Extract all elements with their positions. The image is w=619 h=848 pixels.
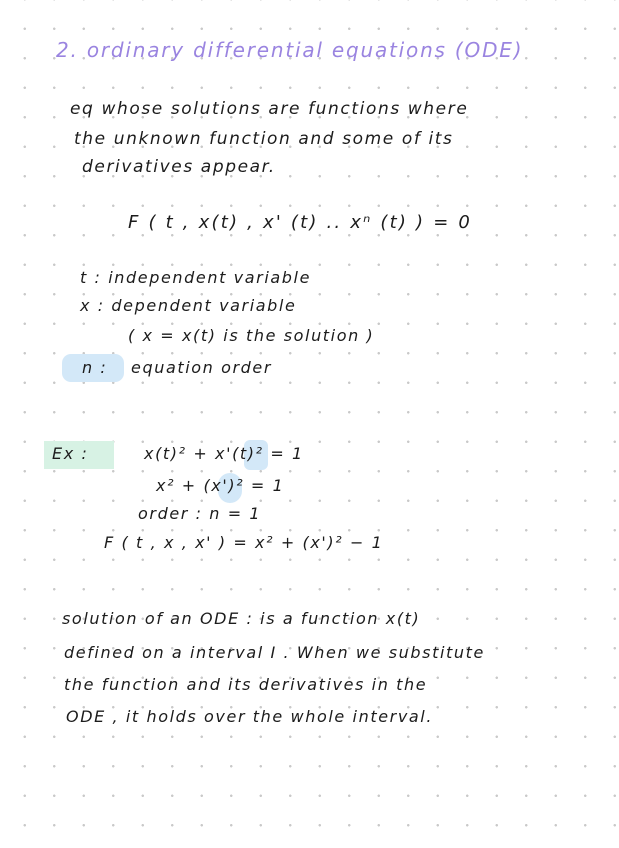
example-equation-1: x(t)² + x'(t)² = 1: [144, 444, 304, 463]
page-title: 2. ordinary differential equations (ODE): [56, 38, 524, 62]
variable-x-note: ( x = x(t) is the solution ): [128, 326, 375, 345]
solution-line: defined on a interval I . When we substitute: [64, 643, 485, 662]
variable-x: x : dependent variable: [80, 296, 297, 315]
definition-line: eq whose solutions are functions where: [70, 99, 469, 119]
example-function: F ( t , x , x' ) = x² + (x')² − 1: [104, 533, 384, 552]
variable-t: t : independent variable: [80, 268, 312, 287]
definition-line: the unknown function and some of its: [74, 129, 454, 149]
variable-n-symbol: n :: [82, 358, 108, 377]
solution-line: ODE , it holds over the whole interval.: [66, 707, 434, 726]
example-label: Ex :: [52, 444, 89, 463]
example-equation-2: x² + (x')² = 1: [156, 476, 285, 495]
solution-line: the function and its derivatives in the: [64, 675, 428, 694]
variable-n-text: equation order: [131, 358, 273, 377]
definition-line: derivatives appear.: [82, 157, 276, 177]
general-form-equation: F ( t , x(t) , x' (t) .. xⁿ (t) ) = 0: [128, 212, 473, 233]
example-order: order : n = 1: [138, 504, 262, 523]
solution-line: solution of an ODE : is a function x(t): [62, 609, 421, 628]
